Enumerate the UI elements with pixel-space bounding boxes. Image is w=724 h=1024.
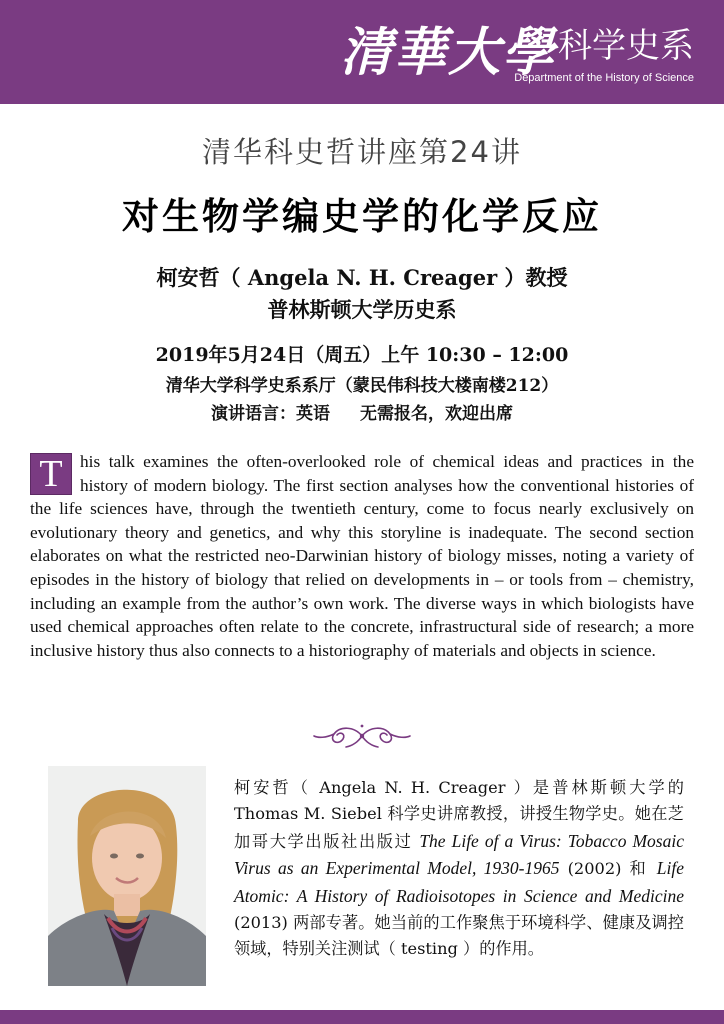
speaker-bio xyxy=(234,775,684,963)
bio-text-3: (2013) 两部专著。她当前的工作聚焦于环境科学、健康及调控领域，特别关注测试（ testing ）的作用。 xyxy=(234,913,684,959)
dept-name-en: Department of the History of Science xyxy=(514,72,694,84)
lecture-series: 清华科史哲讲座第24讲 xyxy=(202,135,522,169)
abstract-text: his talk examines the often-overlooked role of chemical ideas and practices in the history of modern biology. The first section analyses how the conventional histories of the life sciences have, through the twentieth century, come to focus nearly exclusively on evolutionary theory and genetics, and why this storyline is inadequate. The second section elaborates on what the restricted neo-Darwinian history of biology misses, noting a variety of episodes in the history of biology that relied on developments in – or tools from – chemistry, including an example from the author’s own work. The diverse ways in which biologists have used chemical approaches often relate to the concrete, infrastructural side of research; a more inclusive history thus also connects to a historiography of materials and objects in science. xyxy=(30,452,694,660)
dept-name-cn: 科学史系 xyxy=(558,26,694,66)
event-language-line xyxy=(0,399,724,424)
bio-text-2: (2002) 和 xyxy=(559,859,657,879)
bio-book-2: Life Atomic: A History of Radioisotopes in Science and Medicine xyxy=(234,858,685,906)
event-registration: 无需报名，欢迎出席 xyxy=(360,404,513,424)
event-time: 2019年5月24日（周五）上午 10:30 – 12:00 xyxy=(155,344,569,366)
bio-book-1: The Life of a Virus: Tobacco Mosaic Virus as an Experimental Model, 1930-1965 xyxy=(234,830,684,879)
tsinghua-logo: 清華大學 xyxy=(339,22,556,83)
scroll-flourish-icon xyxy=(312,720,412,752)
event-language: 演讲语言：英语 xyxy=(211,404,330,424)
abstract xyxy=(30,450,694,662)
speaker-name: 柯安哲（ Angela N. H. Creager ）教授 xyxy=(156,265,568,290)
event-venue: 清华大学科学史系系厅（蒙民伟科技大楼南楼212） xyxy=(165,376,559,396)
speaker-portrait xyxy=(48,766,206,986)
lecture-title: 对生物学编史学的化学反应 xyxy=(122,195,602,238)
footer-bar xyxy=(0,1010,724,1024)
dropcap-letter: T xyxy=(30,453,72,495)
bio-text-1: 柯安哲（ Angela N. H. Creager ）是普林斯顿大学的 Thomas M. Siebel 科学史讲席教授，讲授生物学史。她在芝加哥大学出版社出版过 xyxy=(234,778,684,851)
speaker-affiliation: 普林斯顿大学历史系 xyxy=(267,297,457,322)
header-banner xyxy=(0,0,724,104)
